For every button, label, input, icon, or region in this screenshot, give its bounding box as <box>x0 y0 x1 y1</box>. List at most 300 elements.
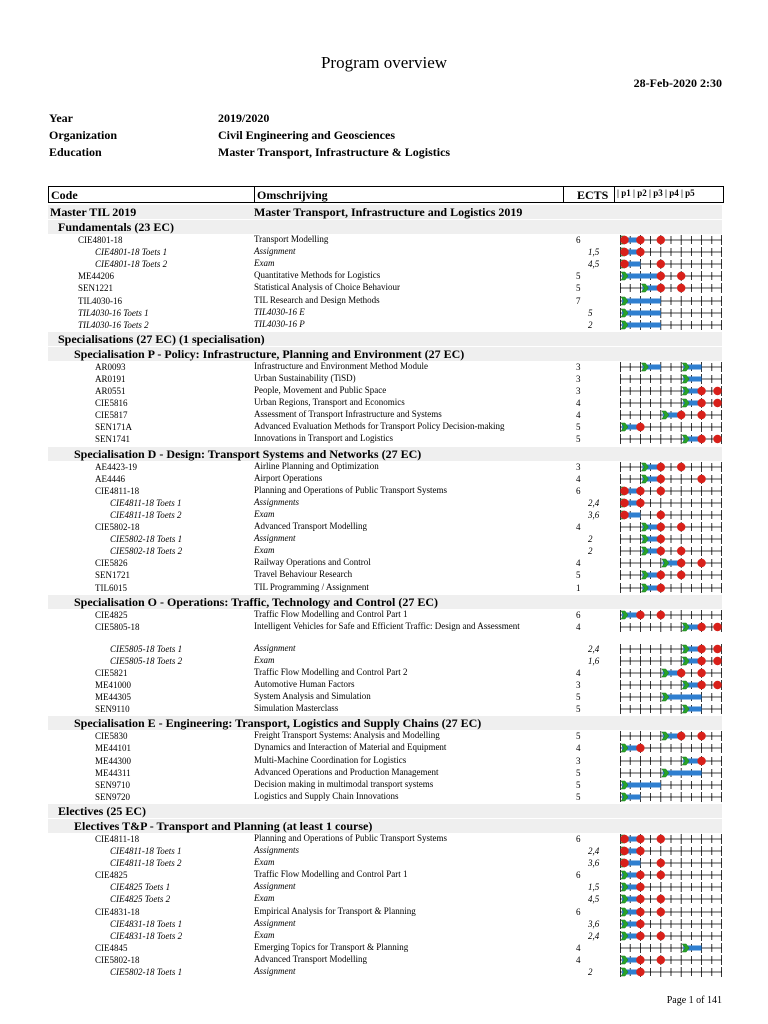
schedule-timeline <box>620 295 722 307</box>
course-code: ME44206 <box>78 271 114 282</box>
meta-value: Master Transport, Infrastructure & Logistics <box>218 145 451 159</box>
assessment-marker <box>620 236 628 244</box>
timeline-cell <box>620 295 722 307</box>
timeline-cell <box>620 930 722 942</box>
timeline-cell <box>620 582 722 594</box>
assessment-row <box>0 246 768 258</box>
timeline-cell <box>620 409 722 421</box>
assessment-marker <box>657 835 665 843</box>
meta-education <box>49 144 450 161</box>
timeline-cell <box>620 282 722 294</box>
timeline-cell <box>620 258 722 270</box>
schedule-timeline <box>620 569 722 581</box>
course-ects: 4 <box>576 743 581 754</box>
assessment-marker <box>657 486 665 494</box>
schedule-timeline <box>620 473 722 485</box>
assessment-marker <box>657 523 665 531</box>
meta-value: Civil Engineering and Geosciences <box>218 128 395 142</box>
course-code: CIE4825 <box>95 609 128 620</box>
course-row <box>0 791 768 803</box>
assessment-marker <box>713 399 721 407</box>
course-ects: 3 <box>576 373 581 384</box>
section-title: Specialisation P - Policy: Infrastructure, Planning and Environment (27 EC) <box>74 346 465 361</box>
assessment-marker <box>620 248 628 256</box>
course-ects: 5 <box>588 307 593 318</box>
meta-value: 2019/2020 <box>218 111 270 125</box>
timeline-cell <box>620 609 722 621</box>
course-code: SEN9720 <box>95 791 131 802</box>
timeline-cell <box>620 433 722 445</box>
course-code: CIE4811-18 Toets 2 <box>110 509 182 520</box>
course-ects: 5 <box>576 692 581 703</box>
course-description: Traffic Flow Modelling and Control Part 1 <box>254 608 408 619</box>
course-code: CIE4801-18 Toets 2 <box>95 259 168 270</box>
assessment-marker <box>657 931 665 939</box>
course-description: TIL4030-16 E <box>254 306 305 317</box>
course-description: People, Movement and Public Space <box>254 385 387 395</box>
course-code: CIE5805-18 Toets 2 <box>110 655 183 666</box>
assessment-marker <box>677 523 685 531</box>
assessment-marker <box>677 547 685 555</box>
course-description: TIL4030-16 P <box>254 318 305 329</box>
course-code: CIE5826 <box>95 558 128 569</box>
assessment-marker <box>697 669 705 677</box>
schedule-timeline <box>620 373 722 385</box>
course-code: CIE4831-18 Toets 2 <box>110 930 183 941</box>
course-code: CIE5805-18 <box>95 621 140 632</box>
assessment-marker <box>620 499 628 507</box>
assessment-marker <box>620 835 628 843</box>
section-title: Master TIL 2019 <box>50 205 137 219</box>
timeline-cell <box>620 857 722 869</box>
course-row <box>0 421 768 433</box>
timeline-cell <box>620 270 722 282</box>
course-ects: 3,6 <box>588 918 600 929</box>
schedule-timeline <box>620 533 722 545</box>
course-ects: 5 <box>576 791 581 802</box>
course-description: Assignment <box>254 881 296 892</box>
meta-label: Organization <box>49 128 117 142</box>
assessment-marker <box>657 535 665 543</box>
schedule-timeline <box>620 930 722 942</box>
timeline-cell <box>620 742 722 754</box>
course-code: CIE5821 <box>95 667 128 678</box>
assessment-marker <box>713 657 721 665</box>
course-ects: 2,4 <box>588 930 600 941</box>
schedule-timeline <box>620 246 722 258</box>
assessment-row <box>0 918 768 930</box>
course-row <box>0 270 768 282</box>
timeline-cell <box>620 485 722 497</box>
schedule-timeline <box>620 509 722 521</box>
course-row <box>0 361 768 373</box>
assessment-marker <box>677 571 685 579</box>
course-row <box>0 869 768 881</box>
assessment-marker <box>657 859 665 867</box>
course-description: Dynamics and Interaction of Material and Equipment <box>254 742 447 753</box>
assessment-marker <box>677 284 685 292</box>
schedule-timeline <box>620 621 722 633</box>
assessment-marker <box>620 847 628 855</box>
course-code: ME44101 <box>95 743 131 754</box>
schedule-timeline <box>620 643 722 655</box>
timeline-cell <box>620 373 722 385</box>
course-row <box>0 582 768 594</box>
timeline-cell <box>620 319 722 331</box>
schedule-timeline <box>620 954 722 966</box>
course-code: CIE4845 <box>95 942 128 953</box>
assessment-marker <box>657 571 665 579</box>
assessment-marker <box>697 756 705 764</box>
course-description: Assignments <box>254 845 299 855</box>
course-description: Automotive Human Factors <box>254 679 355 689</box>
course-ects: 1,6 <box>588 655 600 666</box>
schedule-timeline <box>620 307 722 319</box>
course-code: CIE5802-18 <box>95 954 140 965</box>
course-code: TIL6015 <box>95 582 127 593</box>
assessment-marker <box>697 435 705 443</box>
timeline-cell <box>620 703 722 715</box>
course-ects: 1 <box>576 582 581 593</box>
course-row <box>0 679 768 691</box>
course-code: SEN171A <box>95 422 133 433</box>
assessment-marker <box>697 644 705 652</box>
assessment-marker <box>713 435 721 443</box>
course-ects: 2,4 <box>588 497 600 508</box>
timeline-cell <box>620 557 722 569</box>
assessment-marker <box>636 835 644 843</box>
course-description: Multi-Machine Coordination for Logistics <box>254 754 407 765</box>
course-code: AR0191 <box>95 373 126 384</box>
course-row <box>0 521 768 533</box>
course-row <box>0 569 768 581</box>
assessment-row <box>0 497 768 509</box>
assessment-marker <box>697 559 705 567</box>
section-subtitle: Master Transport, Infrastructure and Logistics 2019 <box>254 205 523 219</box>
schedule-timeline <box>620 679 722 691</box>
schedule-timeline <box>620 779 722 791</box>
assessment-marker <box>620 859 628 867</box>
course-row <box>0 906 768 918</box>
timeline-cell <box>620 954 722 966</box>
course-row <box>0 954 768 966</box>
schedule-timeline <box>620 461 722 473</box>
course-description: Transport Modelling <box>254 234 329 244</box>
course-code: SEN9710 <box>95 779 131 790</box>
section-header <box>48 595 722 609</box>
course-ects: 5 <box>576 779 581 790</box>
assessment-marker <box>697 681 705 689</box>
schedule-timeline <box>620 582 722 594</box>
schedule-timeline <box>620 730 722 742</box>
course-description: Assignments <box>254 496 299 507</box>
schedule-timeline <box>620 966 722 978</box>
course-code: CIE4801-18 <box>78 235 123 245</box>
assessment-row <box>0 307 768 319</box>
course-description: Freight Transport Systems: Analysis and Modelling <box>254 730 440 741</box>
timeline-cell <box>620 361 722 373</box>
assessment-marker <box>657 236 665 244</box>
assessment-row <box>0 930 768 942</box>
assessment-marker <box>636 968 644 976</box>
course-code: ME41000 <box>95 680 131 690</box>
course-row <box>0 767 768 779</box>
assessment-row <box>0 655 768 667</box>
course-description: Assignment <box>254 917 296 928</box>
schedule-timeline <box>620 433 722 445</box>
course-description: Exam <box>254 258 275 269</box>
course-ects: 3 <box>576 680 581 690</box>
meta-info <box>49 110 450 161</box>
course-row <box>0 942 768 954</box>
assessment-marker <box>713 387 721 395</box>
assessment-marker <box>677 411 685 419</box>
schedule-timeline <box>620 857 722 869</box>
assessment-marker <box>697 622 705 630</box>
course-ects: 2 <box>588 546 593 557</box>
course-row <box>0 557 768 569</box>
course-row <box>0 409 768 421</box>
assessment-row <box>0 893 768 905</box>
course-code: CIE4811-18 <box>95 833 140 844</box>
timeline-cell <box>620 643 722 655</box>
course-ects: 4 <box>576 942 581 953</box>
schedule-timeline <box>620 497 722 509</box>
timeline-cell <box>620 397 722 409</box>
course-ects: 4 <box>576 558 581 569</box>
course-code: CIE4831-18 <box>95 906 140 917</box>
schedule-timeline <box>620 319 722 331</box>
schedule-timeline <box>620 833 722 845</box>
course-description: Logistics and Supply Chain Innovations <box>254 790 399 801</box>
course-code: TIL4030-16 Toets 2 <box>78 319 149 330</box>
course-ects: 5 <box>576 767 581 778</box>
course-ects: 2 <box>588 319 593 330</box>
course-code: AE4446 <box>95 473 125 484</box>
course-description: Intelligent Vehicles for Safe and Efficient Traffic: Design and Assessment <box>254 620 520 631</box>
assessment-marker <box>677 559 685 567</box>
course-description: Infrastructure and Environment Method Module <box>254 360 428 371</box>
timeline-cell <box>620 679 722 691</box>
course-row <box>0 833 768 845</box>
course-code: CIE4811-18 Toets 2 <box>110 858 182 869</box>
course-description: Exam <box>254 893 275 904</box>
course-code: ME44300 <box>95 755 131 766</box>
course-description: Exam <box>254 545 275 556</box>
course-code: AR0551 <box>95 386 126 396</box>
table-header <box>48 186 724 203</box>
header-divider <box>614 187 615 202</box>
assessment-marker <box>620 486 628 494</box>
assessment-row <box>0 545 768 557</box>
course-description: Exam <box>254 508 275 519</box>
schedule-timeline <box>620 918 722 930</box>
course-ects: 2,4 <box>588 643 600 654</box>
course-description: TIL Programming / Assignment <box>254 581 369 592</box>
schedule-timeline <box>620 397 722 409</box>
course-description: Advanced Transport Modelling <box>254 521 367 531</box>
course-ects: 6 <box>576 609 581 620</box>
course-description: Traffic Flow Modelling and Control Part 2 <box>254 666 408 677</box>
course-code: CIE4811-18 Toets 1 <box>110 497 182 508</box>
course-description: Exam <box>254 857 275 868</box>
assessment-marker <box>636 883 644 891</box>
schedule-timeline <box>620 282 722 294</box>
course-row <box>0 609 768 621</box>
assessment-row <box>0 881 768 893</box>
section-title: Specialisation D - Design: Transport Systems and Networks (27 EC) <box>74 446 422 461</box>
course-row <box>0 461 768 473</box>
timeline-cell <box>620 385 722 397</box>
page-title: Program overview <box>320 53 448 72</box>
timeline-cell <box>620 307 722 319</box>
course-ects: 6 <box>576 906 581 917</box>
assessment-row <box>0 643 768 655</box>
course-ects: 2 <box>588 534 593 545</box>
schedule-timeline <box>620 258 722 270</box>
timeline-cell <box>620 246 722 258</box>
course-description: Assignment <box>254 966 296 976</box>
course-code: CIE4831-18 Toets 1 <box>110 918 183 929</box>
course-description: Exam <box>254 654 275 665</box>
course-code: CIE5802-18 Toets 1 <box>110 534 183 545</box>
course-ects: 3 <box>576 361 581 372</box>
course-description: Advanced Evaluation Methods for Transport Policy Decision-making <box>254 421 505 432</box>
section-title: Electives T&P - Transport and Planning (at least 1 course) <box>74 818 373 833</box>
schedule-timeline <box>620 385 722 397</box>
timeline-cell <box>620 691 722 703</box>
course-code: CIE4825 <box>95 870 128 881</box>
course-row <box>0 373 768 385</box>
course-ects: 2,4 <box>588 846 600 856</box>
schedule-timeline <box>620 361 722 373</box>
page-footer: Page 1 of 141 <box>666 995 722 1006</box>
schedule-timeline <box>620 942 722 954</box>
section-header <box>48 347 722 361</box>
course-description: Quantitative Methods for Logistics <box>254 270 381 281</box>
course-ects: 4,5 <box>588 894 600 905</box>
course-code: CIE5802-18 <box>95 522 140 532</box>
schedule-timeline <box>620 557 722 569</box>
assessment-marker <box>636 847 644 855</box>
course-code: CIE5817 <box>95 410 128 421</box>
assessment-marker <box>620 260 628 268</box>
course-row <box>0 742 768 754</box>
course-description: Planning and Operations of Public Transport Systems <box>254 484 447 495</box>
schedule-timeline <box>620 655 722 667</box>
assessment-marker <box>636 423 644 431</box>
assessment-marker <box>677 462 685 470</box>
course-code: CIE4825 Toets 1 <box>110 882 171 893</box>
course-code: AE4423-19 <box>95 461 137 472</box>
assessment-marker <box>636 610 644 618</box>
course-description: Statistical Analysis of Choice Behaviour <box>254 282 400 293</box>
course-ects: 1,5 <box>588 882 600 893</box>
course-row <box>0 397 768 409</box>
course-ects: 7 <box>576 295 581 306</box>
assessment-marker <box>657 260 665 268</box>
course-ects: 4 <box>576 954 581 965</box>
course-ects: 4 <box>576 410 581 421</box>
assessment-marker <box>697 732 705 740</box>
assessment-marker <box>657 956 665 964</box>
course-code: AR0093 <box>95 361 126 372</box>
course-code: CIE5830 <box>95 731 128 742</box>
course-description: Exam <box>254 929 275 940</box>
section-title: Specialisation E - Engineering: Transport, Logistics and Supply Chains (27 EC) <box>74 716 482 731</box>
timeline-cell <box>620 942 722 954</box>
course-ects: 5 <box>576 422 581 433</box>
course-row <box>0 755 768 767</box>
timeline-cell <box>620 234 722 246</box>
course-ects: 5 <box>576 434 581 445</box>
timeline-cell <box>620 869 722 881</box>
timeline-cell <box>620 621 722 633</box>
header-code: Code <box>51 188 78 202</box>
assessment-marker <box>657 895 665 903</box>
schedule-timeline <box>620 545 722 557</box>
course-code: ME44311 <box>95 767 131 778</box>
timeline-cell <box>620 521 722 533</box>
schedule-timeline <box>620 881 722 893</box>
course-description: Urban Regions, Transport and Economics <box>254 397 405 408</box>
course-description: Advanced Operations and Production Management <box>254 766 439 777</box>
assessment-row <box>0 845 768 857</box>
meta-organization <box>49 127 450 144</box>
assessment-marker <box>657 610 665 618</box>
schedule-timeline <box>620 609 722 621</box>
schedule-timeline <box>620 703 722 715</box>
course-ects: 5 <box>576 704 581 715</box>
assessment-marker <box>636 248 644 256</box>
meta-label: Education <box>49 145 102 159</box>
assessment-marker <box>636 744 644 752</box>
assessment-marker <box>636 895 644 903</box>
assessment-row <box>0 966 768 978</box>
timeline-cell <box>620 473 722 485</box>
course-ects: 4 <box>576 522 581 532</box>
assessment-marker <box>697 474 705 482</box>
course-ects: 5 <box>576 570 581 581</box>
course-description: Travel Behaviour Research <box>254 569 353 580</box>
course-row <box>0 779 768 791</box>
schedule-timeline <box>620 767 722 779</box>
assessment-marker <box>620 511 628 519</box>
timeline-cell <box>620 845 722 857</box>
assessment-marker <box>636 236 644 244</box>
course-description: Airline Planning and Optimization <box>254 460 379 471</box>
timeline-cell <box>620 730 722 742</box>
assessment-row <box>0 857 768 869</box>
assessment-marker <box>657 583 665 591</box>
course-row <box>0 691 768 703</box>
course-description: Urban Sustainability (TiSD) <box>254 372 356 383</box>
assessment-marker <box>657 474 665 482</box>
course-row <box>0 621 768 633</box>
timeline-cell <box>620 893 722 905</box>
course-description: Empirical Analysis for Transport & Planning <box>254 905 416 916</box>
course-description: Assessment of Transport Infrastructure and Systems <box>254 409 442 420</box>
header-description: Omschrijving <box>257 188 328 202</box>
schedule-timeline <box>620 691 722 703</box>
course-row <box>0 667 768 679</box>
assessment-marker <box>657 272 665 280</box>
timeline-cell <box>620 791 722 803</box>
timeline-cell <box>620 509 722 521</box>
course-description: System Analysis and Simulation <box>254 691 371 702</box>
course-ects: 3 <box>576 461 581 472</box>
assessment-marker <box>713 681 721 689</box>
